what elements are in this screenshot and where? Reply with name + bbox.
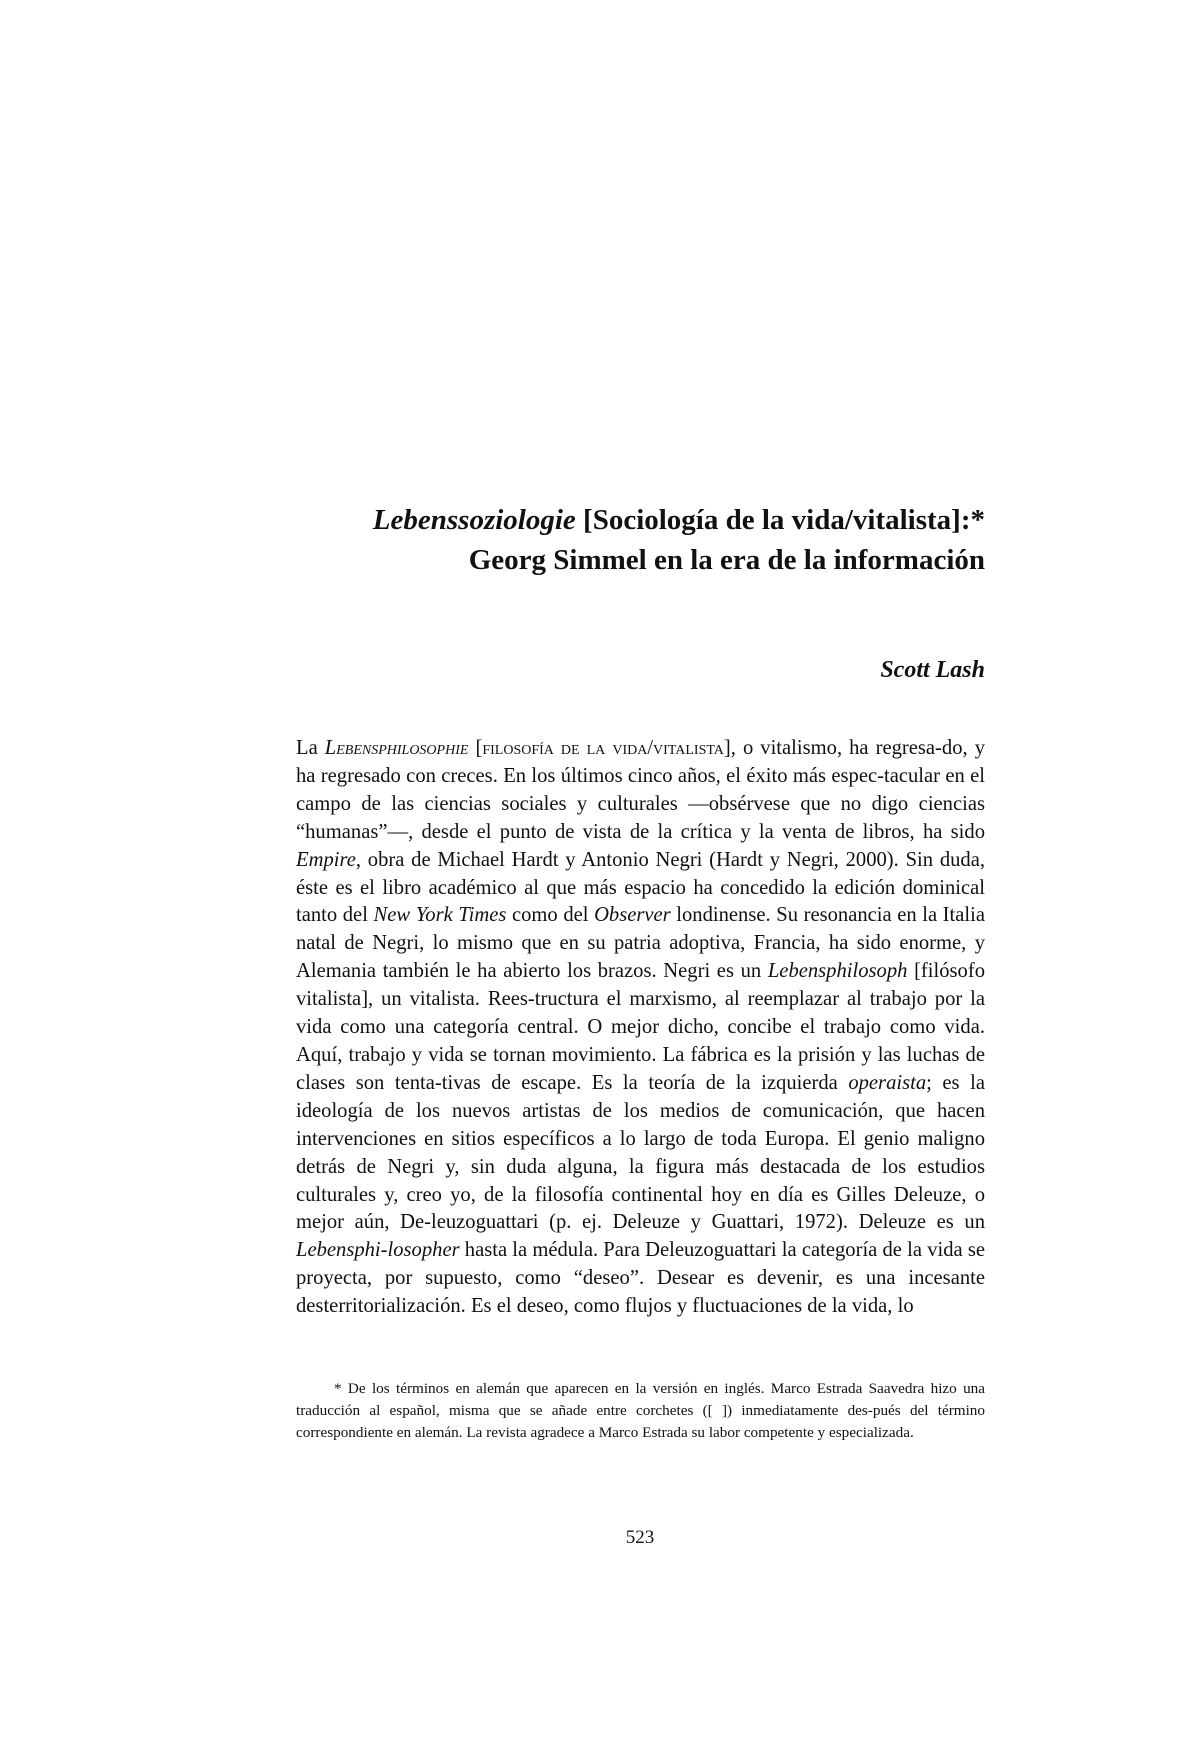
p1-text-2: ], o vitalismo, ha regresa-do, y ha regresado con creces. En los últimos cinco años, el éxito más espec-tacular en el campo de las ciencias sociales y culturales —obsérvese que no digo ciencias “humanas”—, desde el punto de vista de la crítica y la venta de libros, ha sido bbox=[296, 737, 985, 843]
article-subtitle: Georg Simmel en la era de la información bbox=[468, 544, 985, 576]
p1-italic-lebensphilosopher: Lebensphi-losopher bbox=[296, 1239, 460, 1262]
p1-text-7: ; es la ideología de los nuevos artistas de los medios de comunicación, que hacen intervenciones en sitios específicos a lo largo de toda Europa. El genio maligno detrás de Negri y, sin duda alguna, la figura más destacada de los estudios culturales y, creo yo, de la filosofía continental hoy en día es Gilles Deleuze, o mejor aún, De-leuzoguattari (p. ej. Deleuze y Guattari, 1972). Deleuze es un bbox=[296, 1071, 985, 1234]
body-paragraph-1 bbox=[296, 735, 985, 1321]
p1-text-1: [ bbox=[468, 737, 483, 759]
p1-italic-nyt: New York Times bbox=[373, 904, 507, 927]
p1-text-6: [filósofo vitalista], un vitalista. Rees-tructura el marxismo, al reemplazar al trabajo por la vida como una categoría central. O mejor dicho, concibe el trabajo como vida. Aquí, trabajo y vida se tornan movimiento. La fábrica es la prisión y las luchas de clases son tenta-tivas de escape. Es la teoría de la izquierda bbox=[296, 960, 985, 1094]
p1-italic-empire: Empire bbox=[296, 848, 356, 871]
title-rest: [Sociología de la vida/vitalista]:* bbox=[575, 504, 985, 536]
p1-lead: La bbox=[296, 737, 325, 759]
body-text bbox=[296, 735, 985, 1321]
p1-italic-lebensphilosoph: Lebensphilosoph bbox=[767, 960, 908, 983]
footnote-text: * De los términos en alemán que aparecen en la versión en inglés. Marco Estrada Saavedra hizo una traducción al español, misma que se añade entre corchetes ([ ]) inmediatamente des-pués del término correspondiente en alemán. La revista agradece a Marco Estrada su labor competente y especializada. bbox=[296, 1380, 985, 1442]
p1-italic-operaista: operaista bbox=[848, 1071, 927, 1094]
p1-text-4: como del bbox=[506, 904, 595, 927]
page-number: 523 bbox=[625, 1527, 655, 1548]
article-title bbox=[200, 500, 985, 580]
p1-smallcaps-term: Lebensphilosophie bbox=[324, 737, 469, 759]
title-line-1 bbox=[200, 500, 985, 540]
p1-italic-observer: Observer bbox=[594, 904, 671, 927]
author-name: Scott Lash bbox=[880, 657, 985, 683]
footnote bbox=[296, 1378, 985, 1445]
p1-text-5: londinense. Su resonancia en la Italia natal de Negri, lo mismo que en su patria adoptiva, Francia, ha sido enorme, y Alemania también le ha abierto los brazos. Negri es un bbox=[296, 904, 985, 983]
p1-text-8: hasta la médula. Para Deleuzoguattari la categoría de la vida se proyecta, por supuesto, como “deseo”. Desear es devenir, es una incesante desterritorialización. Es el deseo, como flujos y fluctuaciones de la vida, lo bbox=[296, 1239, 985, 1318]
p1-text-3: , obra de Michael Hardt y Antonio Negri (Hardt y Negri, 2000). Sin duda, éste es el libro académico al que más espacio ha concedido la edición dominical tanto del bbox=[296, 848, 985, 927]
title-italic-term: Lebenssoziologie bbox=[372, 504, 576, 536]
p1-smallcaps-translation: filosofía de la vida/vitalista bbox=[482, 737, 724, 759]
